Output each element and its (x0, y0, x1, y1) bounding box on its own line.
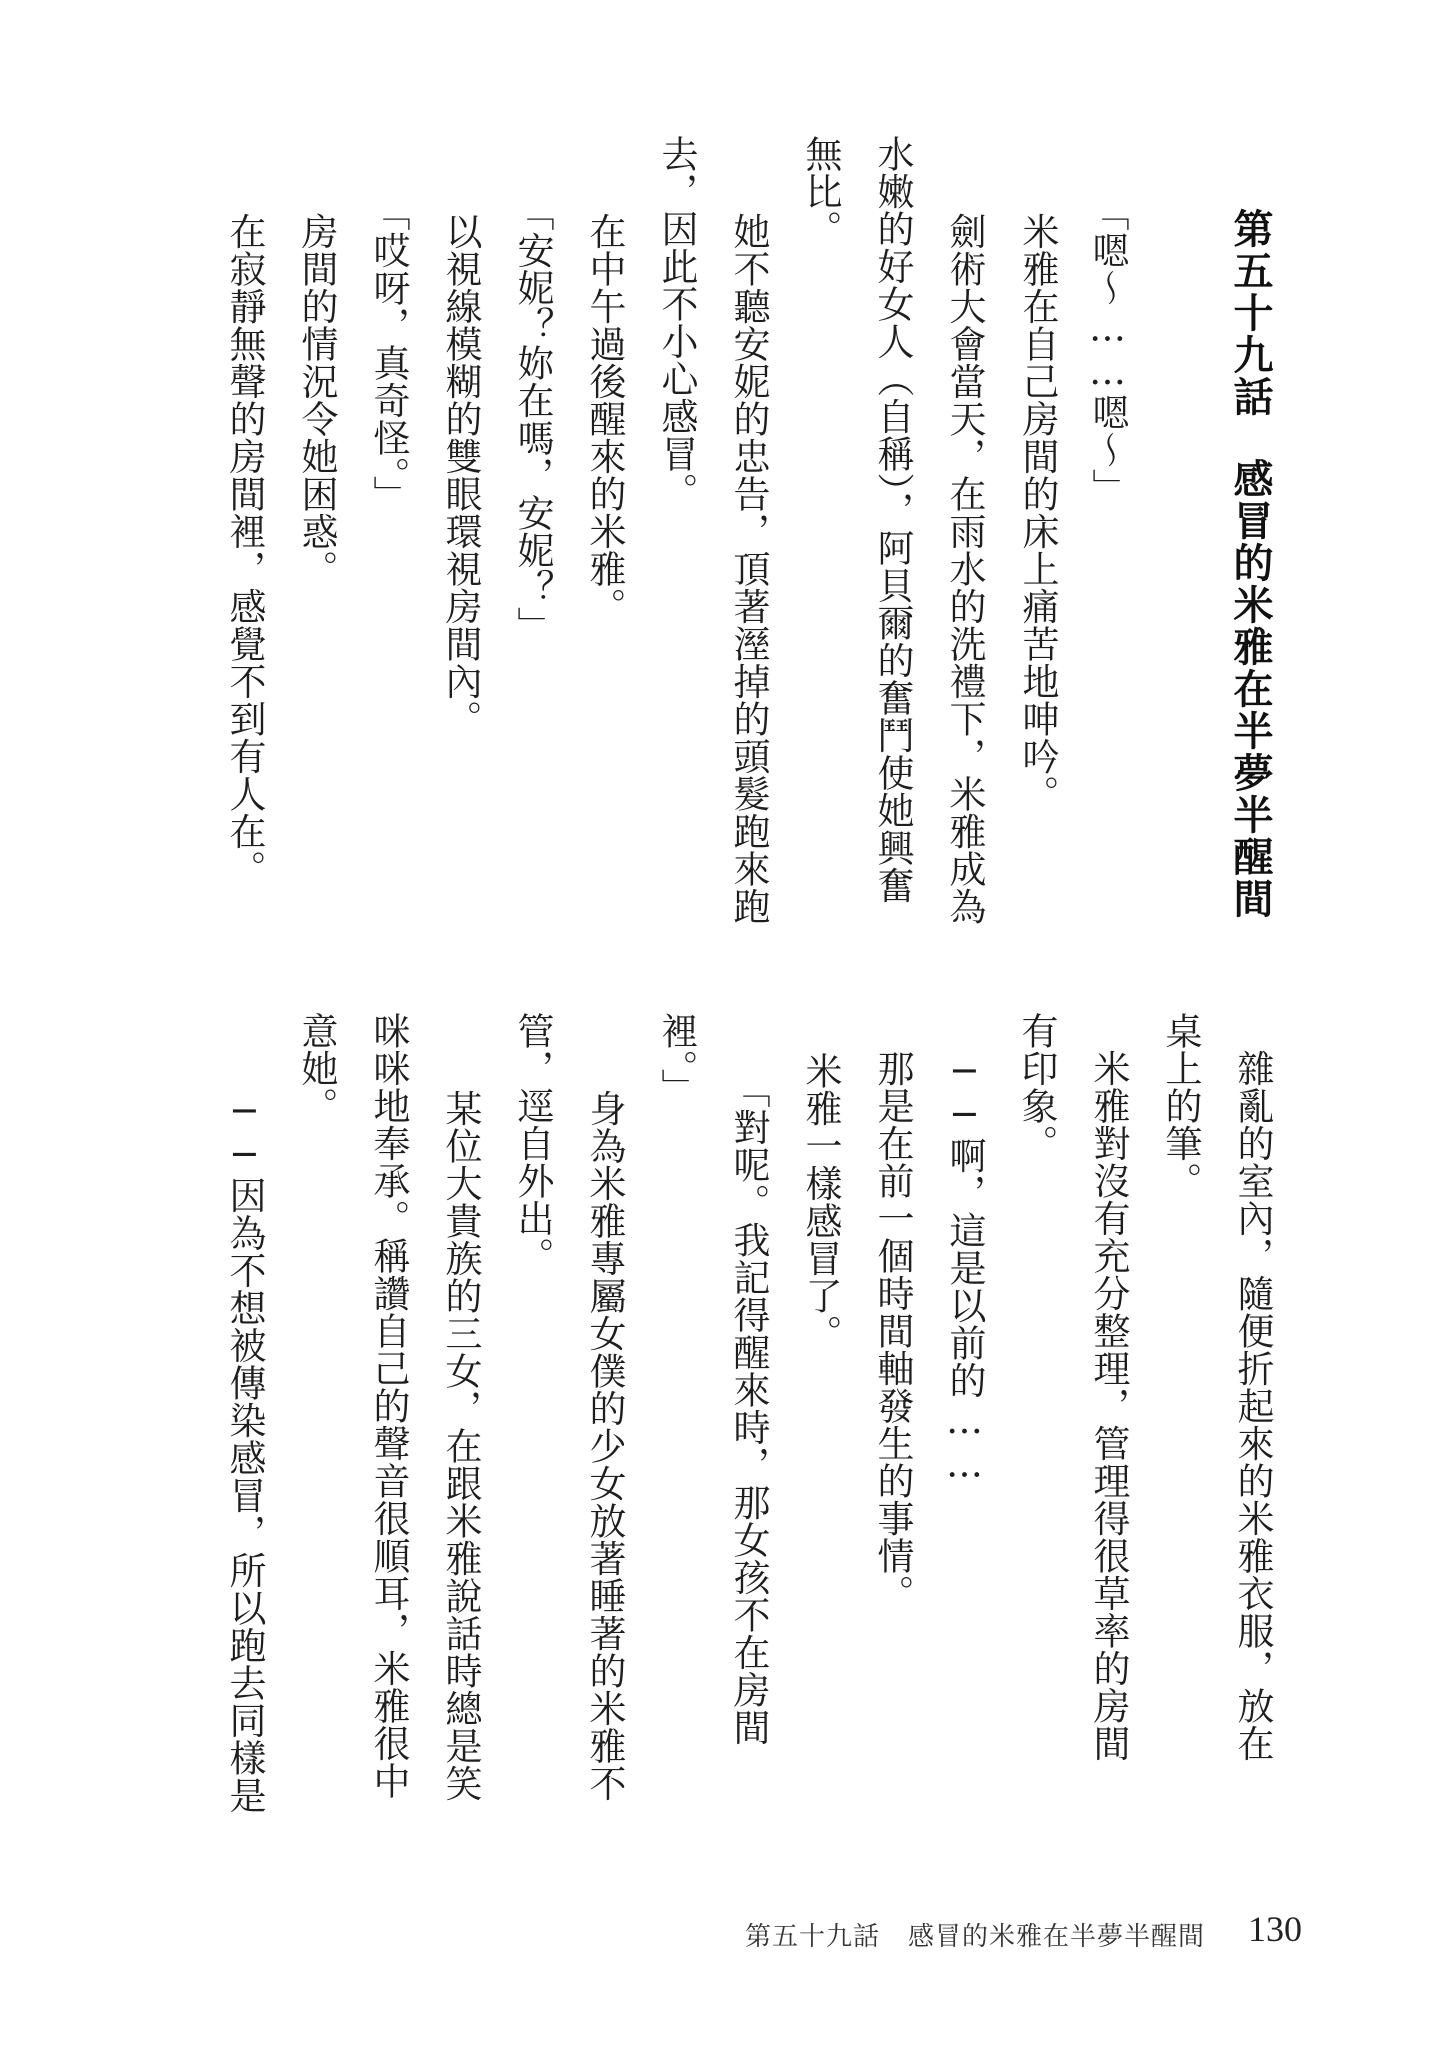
text-column: 裡。」 (655, 1012, 698, 1106)
running-footer (745, 1916, 1205, 1953)
text-column: 米雅對沒有充分整理，管理得很草率的房間 (1087, 1012, 1130, 1762)
text-column: 「嗯～……嗯～」 (1086, 175, 1129, 506)
text-column: 房間的情況令她困惑。 (295, 175, 338, 588)
text-column: 無比。 (799, 135, 842, 248)
text-column: 她不聽安妮的忠告，頂著溼掉的頭髮跑來跑 (727, 175, 770, 925)
text-column: 雜亂的室內，隨便折起來的米雅衣服，放在 (1231, 1012, 1274, 1762)
text-column: 米雅在自己房間的床上痛苦地呻吟。 (1016, 175, 1059, 813)
text-column: 那是在前一個時間軸發生的事情。 (871, 1012, 914, 1612)
chapter-title (1226, 208, 1274, 920)
text-column: 以視線模糊的雙眼環視房間內。 (439, 175, 482, 738)
text-column: 桌上的筆。 (1159, 1012, 1202, 1200)
text-column: 劍術大會當天，在雨水的洗禮下，米雅成為 (943, 175, 986, 925)
text-column: 在中午過後醒來的米雅。 (583, 175, 626, 625)
text-column: ──啊，這是以前的…… (943, 1012, 986, 1486)
text-column: 「對呢。我記得醒來時，那女孩不在房間 (727, 1052, 770, 1746)
footer-chapter-title: 感冒的米雅在半夢半醒間 (908, 1922, 1206, 1952)
text-column: 有印象。 (1015, 1012, 1058, 1162)
page-number: 130 (1248, 1909, 1302, 1949)
text-column: 在寂靜無聲的房間裡，感覺不到有人在。 (223, 175, 266, 888)
text-column: 意她。 (295, 1012, 338, 1125)
text-column: 「哎呀，真奇怪。」 (367, 175, 410, 513)
chapter-number: 第五十九話 (1227, 208, 1274, 418)
footer-chapter-number: 第五十九話 (745, 1922, 881, 1952)
text-column: 某位大貴族的三女，在跟米雅說話時總是笑 (439, 1052, 482, 1802)
text-column: 「安妮？妳在嗎，安妮？」 (511, 175, 554, 644)
text-column: 身為米雅專屬女僕的少女放著睡著的米雅不 (583, 1052, 626, 1802)
text-column: 去，因此不小心感冒。 (655, 135, 698, 510)
text-column: 米雅一樣感冒了。 (799, 1052, 842, 1352)
text-column: 管，逕自外出。 (511, 1012, 554, 1275)
chapter-title-text: 感冒的米雅在半夢半醒間 (1227, 458, 1274, 920)
text-column: 水嫩的好女人（自稱），阿貝爾的奮鬥使她興奮 (871, 135, 914, 904)
text-column: ──因為不想被傳染感冒，所以跑去同樣是 (223, 1052, 266, 1814)
text-column: 咪咪地奉承。稱讚自己的聲音很順耳，米雅很中 (367, 1012, 410, 1800)
